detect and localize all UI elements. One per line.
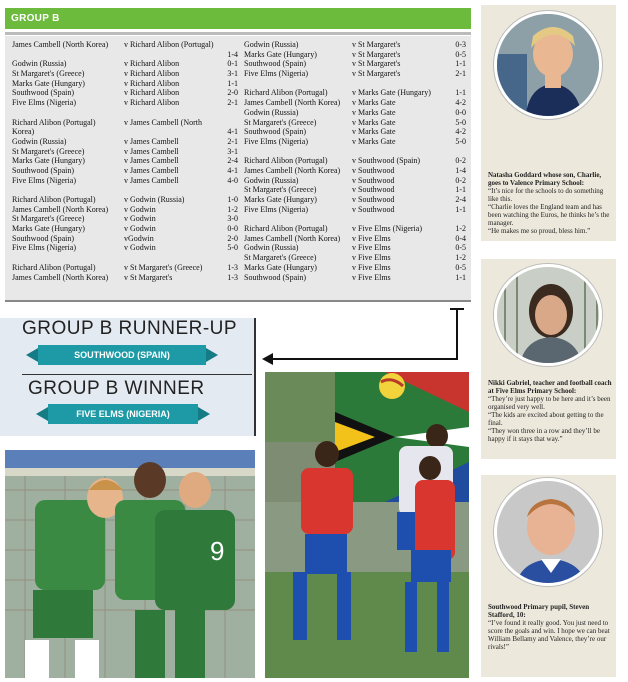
away-team bbox=[352, 79, 442, 89]
score bbox=[214, 118, 238, 128]
away-team: v Five Elms bbox=[352, 243, 391, 253]
home-team: Southwood (Spain) bbox=[244, 127, 306, 137]
score bbox=[214, 108, 238, 118]
home-team: Richard Alibon (Portugal) bbox=[244, 156, 328, 166]
result-row bbox=[12, 224, 238, 234]
woman-portrait-icon bbox=[497, 267, 602, 366]
away-team: v St Margaret's bbox=[352, 40, 401, 49]
score: 3-0 bbox=[227, 214, 238, 224]
results-bottom-rule bbox=[5, 300, 471, 302]
home-team: Southwood (Spain) bbox=[12, 165, 74, 175]
away-team: v James Cambell bbox=[124, 146, 179, 156]
result-row bbox=[12, 166, 238, 176]
result-row bbox=[12, 243, 238, 253]
away-team: v Southwood (Spain) bbox=[352, 156, 420, 166]
section-header: GROUP B bbox=[5, 8, 471, 29]
away-team bbox=[124, 185, 214, 195]
result-row bbox=[244, 224, 466, 234]
score: 0-2 bbox=[455, 156, 466, 166]
winner-heading: GROUP B WINNER bbox=[28, 378, 205, 399]
away-team: v Marks Gate bbox=[352, 98, 396, 108]
home-team bbox=[12, 50, 124, 60]
home-team: St Margaret's (Greece) bbox=[244, 117, 317, 127]
away-team: v James Cambell bbox=[124, 156, 179, 166]
quote-line: “It’s nice for the schools to do something like this. bbox=[488, 187, 604, 203]
result-row bbox=[244, 253, 466, 263]
home-team bbox=[12, 253, 124, 263]
score: 2-0 bbox=[227, 233, 238, 243]
result-row bbox=[12, 263, 238, 273]
score: 1-1 bbox=[227, 78, 238, 88]
away-team: v St Margaret's bbox=[352, 59, 401, 69]
away-team: v James Cambell bbox=[124, 175, 179, 185]
score: 1-4 bbox=[227, 49, 238, 59]
away-team: v Five Elms bbox=[352, 233, 391, 243]
quote-steven bbox=[488, 603, 612, 651]
quote-nikki bbox=[488, 379, 612, 443]
away-team bbox=[352, 147, 442, 157]
quote-card-natasha bbox=[481, 5, 616, 241]
quote-speaker: Southwood Primary pupil, Steven Stafford, 10: bbox=[488, 603, 590, 619]
score: 2-4 bbox=[227, 156, 238, 166]
photo-header-action bbox=[265, 372, 469, 678]
result-row bbox=[244, 118, 466, 128]
away-team: v St Margaret's bbox=[352, 49, 401, 59]
score: 1-1 bbox=[455, 272, 466, 282]
home-team: Marks Gate (Hungary) bbox=[12, 224, 85, 234]
away-team: v Marks Gate (Hungary) bbox=[352, 88, 431, 98]
quote-line: “The kids are excited about getting to the final. bbox=[488, 411, 604, 427]
score: 4-2 bbox=[455, 98, 466, 108]
home-team: Godwin (Russia) bbox=[12, 59, 67, 69]
away-team: v Southwood bbox=[352, 175, 395, 185]
result-row bbox=[244, 166, 466, 176]
away-team: v Five Elms bbox=[352, 272, 391, 282]
home-team: St Margaret's (Greece) bbox=[12, 146, 85, 156]
away-team: v Richard Alibon bbox=[124, 69, 180, 79]
score: 1-2 bbox=[227, 204, 238, 214]
result-row bbox=[12, 214, 238, 224]
away-team: v James Cambell (North bbox=[124, 117, 202, 127]
score: 1-3 bbox=[227, 262, 238, 272]
result-row bbox=[12, 98, 238, 108]
result-row bbox=[244, 273, 466, 283]
away-team: v St Margaret's (Greece) bbox=[124, 262, 203, 272]
score: 4-1 bbox=[227, 127, 238, 137]
away-team: v Godwin bbox=[124, 204, 156, 214]
away-team: vGodwin bbox=[124, 233, 154, 243]
result-row bbox=[244, 88, 466, 98]
score: 3-1 bbox=[227, 146, 238, 156]
quote-speaker: Nikki Gabriel, teacher and football coach at Five Elms Primary School: bbox=[488, 379, 612, 395]
home-team: St Margaret's (Greece) bbox=[12, 69, 85, 79]
score: 1-0 bbox=[227, 195, 238, 204]
away-team: v Godwin bbox=[124, 243, 156, 253]
result-row bbox=[12, 185, 238, 195]
results-column-right bbox=[244, 40, 466, 282]
score: 4-2 bbox=[455, 127, 466, 137]
football-action-photo-icon bbox=[265, 372, 469, 678]
score: 0-5 bbox=[455, 243, 466, 253]
quote-card-steven bbox=[481, 475, 616, 677]
result-row bbox=[12, 273, 238, 283]
away-team: v Richard Alibon bbox=[124, 59, 180, 69]
result-row bbox=[12, 195, 238, 205]
home-team: James Cambell (North Korea) bbox=[12, 204, 109, 214]
portrait-nikki bbox=[494, 264, 602, 366]
home-team: Five Elms (Nigeria) bbox=[12, 243, 76, 253]
result-row bbox=[244, 79, 466, 89]
score: 1-1 bbox=[455, 185, 466, 195]
home-team: Southwood (Spain) bbox=[12, 233, 74, 243]
score: 5-0 bbox=[227, 243, 238, 253]
quote-line: “He makes me so proud, bless him.” bbox=[488, 227, 591, 235]
arrow-horizontal bbox=[272, 358, 458, 360]
away-team: v Southwood bbox=[352, 185, 395, 195]
score: 0-2 bbox=[455, 175, 466, 185]
score: 0-5 bbox=[455, 49, 466, 59]
results-table bbox=[5, 36, 471, 300]
result-row bbox=[244, 234, 466, 244]
score: 2-1 bbox=[227, 98, 238, 108]
score: 3-1 bbox=[227, 69, 238, 79]
score: 4-1 bbox=[227, 165, 238, 175]
away-team: v Marks Gate bbox=[352, 136, 396, 146]
quote-line: “Charlie loves the England team and has been watching the Euros, he thinks he’s the manager. bbox=[488, 203, 610, 227]
home-team: Marks Gate (Hungary) bbox=[244, 49, 317, 59]
home-team: Five Elms (Nigeria) bbox=[244, 204, 308, 214]
home-team: Marks Gate (Hungary) bbox=[244, 195, 317, 204]
away-team: v Five Elms bbox=[352, 262, 391, 272]
score bbox=[442, 147, 466, 157]
home-team: Godwin (Russia) bbox=[244, 107, 299, 117]
away-team: v St Margaret's bbox=[352, 69, 401, 79]
runner-up-banner: SOUTHWOOD (SPAIN) bbox=[38, 345, 206, 365]
home-team bbox=[244, 214, 352, 224]
away-team: v Richard Alibon bbox=[124, 88, 180, 98]
away-team: v Southwood bbox=[352, 204, 395, 214]
away-team: v Godwin bbox=[124, 224, 156, 234]
result-row bbox=[12, 147, 238, 157]
result-row bbox=[12, 156, 238, 166]
away-team: v James Cambell bbox=[124, 165, 179, 175]
home-team: Richard Alibon (Portugal) bbox=[244, 224, 328, 234]
home-team: James Cambell (North Korea) bbox=[244, 233, 341, 243]
result-row bbox=[244, 176, 466, 186]
away-team: v Richard Alibon (Portugal) bbox=[124, 40, 214, 49]
score: 5-0 bbox=[455, 117, 466, 127]
away-team: v Marks Gate bbox=[352, 117, 396, 127]
score: 4-0 bbox=[227, 175, 238, 185]
quote-line: “They won three in a row and they’ll be happy if it stays that way.” bbox=[488, 427, 600, 443]
home-team: St Margaret's (Greece) bbox=[244, 185, 317, 195]
home-team: Southwood (Spain) bbox=[12, 88, 74, 98]
result-row bbox=[12, 88, 238, 98]
box-right-rule bbox=[254, 318, 256, 436]
runner-up-heading: GROUP B RUNNER-UP bbox=[22, 318, 238, 339]
home-team: Richard Alibon (Portugal) bbox=[244, 88, 328, 98]
svg-text:9: 9 bbox=[210, 536, 225, 566]
result-row bbox=[12, 50, 238, 60]
result-row bbox=[244, 185, 466, 195]
home-team: James Cambell (North Korea) bbox=[244, 165, 341, 175]
result-row bbox=[244, 137, 466, 147]
result-row bbox=[244, 50, 466, 60]
result-row bbox=[244, 40, 466, 50]
home-team: Five Elms (Nigeria) bbox=[12, 175, 76, 185]
home-team: Korea) bbox=[12, 127, 35, 137]
result-row bbox=[12, 40, 238, 50]
result-row bbox=[12, 234, 238, 244]
home-team: Five Elms (Nigeria) bbox=[12, 98, 76, 108]
result-row bbox=[12, 118, 238, 128]
score: 2-1 bbox=[455, 69, 466, 79]
result-row bbox=[12, 127, 238, 137]
score bbox=[214, 40, 238, 50]
score: 0-3 bbox=[455, 40, 466, 49]
score bbox=[214, 253, 238, 263]
home-team: Richard Alibon (Portugal) bbox=[12, 262, 96, 272]
away-team bbox=[124, 50, 214, 60]
away-team: v Richard Alibon bbox=[124, 98, 180, 108]
score: 5-0 bbox=[455, 136, 466, 146]
away-team: v Marks Gate bbox=[352, 107, 396, 117]
score: 1-3 bbox=[227, 272, 238, 282]
away-team: v James Cambell bbox=[124, 136, 179, 146]
score: 1-1 bbox=[455, 59, 466, 69]
away-team: v St Margaret's bbox=[124, 272, 173, 282]
away-team: v Southwood bbox=[352, 195, 395, 204]
result-row bbox=[12, 176, 238, 186]
away-team: v Five Elms bbox=[352, 253, 391, 263]
home-team: Godwin (Russia) bbox=[244, 40, 299, 49]
score: 0-5 bbox=[455, 262, 466, 272]
score: 1-2 bbox=[455, 224, 466, 234]
boy-portrait-icon bbox=[497, 481, 602, 586]
result-row bbox=[12, 137, 238, 147]
quote-card-nikki bbox=[481, 259, 616, 459]
away-team bbox=[124, 108, 214, 118]
home-team bbox=[12, 185, 124, 195]
score bbox=[442, 214, 466, 224]
result-row bbox=[244, 98, 466, 108]
home-team: Richard Alibon (Portugal) bbox=[12, 117, 96, 127]
box-divider bbox=[22, 374, 252, 375]
result-row bbox=[244, 263, 466, 273]
result-row bbox=[12, 108, 238, 118]
celebration-photo-icon bbox=[5, 450, 255, 678]
home-team: Godwin (Russia) bbox=[12, 136, 67, 146]
away-team: v Richard Alibon bbox=[124, 78, 180, 88]
result-row bbox=[244, 59, 466, 69]
score: 2-0 bbox=[227, 88, 238, 98]
results-column-left bbox=[12, 40, 238, 282]
score: 0-0 bbox=[455, 107, 466, 117]
header-rule bbox=[5, 32, 471, 35]
home-team: James Cambell (North Korea) bbox=[244, 98, 341, 108]
home-team: Marks Gate (Hungary) bbox=[12, 156, 85, 166]
home-team bbox=[244, 79, 352, 89]
away-team bbox=[124, 253, 214, 263]
portrait-steven bbox=[494, 478, 602, 586]
away-team: v Five Elms (Nigeria) bbox=[352, 224, 422, 234]
home-team: Marks Gate (Hungary) bbox=[12, 78, 85, 88]
result-row bbox=[244, 195, 466, 205]
result-row bbox=[12, 59, 238, 69]
home-team: James Cambell (North Korea) bbox=[12, 40, 109, 49]
quote-line: “They’re just happy to be here and it’s been organised very well. bbox=[488, 395, 611, 411]
home-team: Southwood (Spain) bbox=[244, 59, 306, 69]
result-row bbox=[244, 156, 466, 166]
home-team: Godwin (Russia) bbox=[244, 243, 299, 253]
arrow-head-icon bbox=[262, 353, 273, 365]
result-row bbox=[12, 69, 238, 79]
score: 0-1 bbox=[227, 59, 238, 69]
away-team: v Godwin bbox=[124, 214, 156, 224]
woman-portrait-icon bbox=[497, 14, 602, 119]
quote-speaker: Natasha Goddard whose son, Charlie, goes to Valence Primary School: bbox=[488, 171, 602, 187]
result-row bbox=[12, 79, 238, 89]
arrow-vertical bbox=[456, 308, 458, 360]
score: 2-4 bbox=[455, 195, 466, 204]
home-team: Godwin (Russia) bbox=[244, 175, 299, 185]
result-row bbox=[244, 127, 466, 137]
away-team bbox=[352, 214, 442, 224]
result-row bbox=[244, 205, 466, 215]
score bbox=[442, 79, 466, 89]
away-team: v Southwood bbox=[352, 165, 395, 175]
group-result-box bbox=[0, 318, 256, 436]
score: 0-4 bbox=[455, 233, 466, 243]
result-row bbox=[244, 214, 466, 224]
home-team: Five Elms (Nigeria) bbox=[244, 136, 308, 146]
score: 0-0 bbox=[227, 224, 238, 234]
score: 1-1 bbox=[455, 88, 466, 98]
score: 2-1 bbox=[227, 136, 238, 146]
result-row bbox=[12, 253, 238, 263]
portrait-natasha bbox=[494, 11, 602, 119]
result-row bbox=[244, 243, 466, 253]
home-team: Southwood (Spain) bbox=[244, 272, 306, 282]
home-team: James Cambell (North Korea) bbox=[12, 272, 109, 282]
score: 1-1 bbox=[455, 204, 466, 214]
result-row bbox=[12, 205, 238, 215]
home-team bbox=[12, 108, 124, 118]
home-team: St Margaret's (Greece) bbox=[12, 214, 85, 224]
score: 1-4 bbox=[455, 165, 466, 175]
winner-banner: FIVE ELMS (NIGERIA) bbox=[48, 404, 198, 424]
quote-natasha bbox=[488, 171, 612, 235]
result-row bbox=[244, 147, 466, 157]
photo-celebration bbox=[5, 450, 255, 678]
home-team bbox=[244, 147, 352, 157]
away-team: v Godwin (Russia) bbox=[124, 195, 185, 204]
home-team: Richard Alibon (Portugal) bbox=[12, 195, 96, 204]
quote-line: “I’ve found it really good. You just need to score the goals and win. I hope we can beat William Bellamy and Valence, they’re our rivals!” bbox=[488, 619, 610, 651]
result-row bbox=[244, 69, 466, 79]
away-team: v Marks Gate bbox=[352, 127, 396, 137]
score: 1-2 bbox=[455, 253, 466, 263]
home-team: Five Elms (Nigeria) bbox=[244, 69, 308, 79]
away-team bbox=[124, 127, 214, 137]
home-team: St Margaret's (Greece) bbox=[244, 253, 317, 263]
result-row bbox=[244, 108, 466, 118]
home-team: Marks Gate (Hungary) bbox=[244, 262, 317, 272]
score bbox=[214, 185, 238, 195]
